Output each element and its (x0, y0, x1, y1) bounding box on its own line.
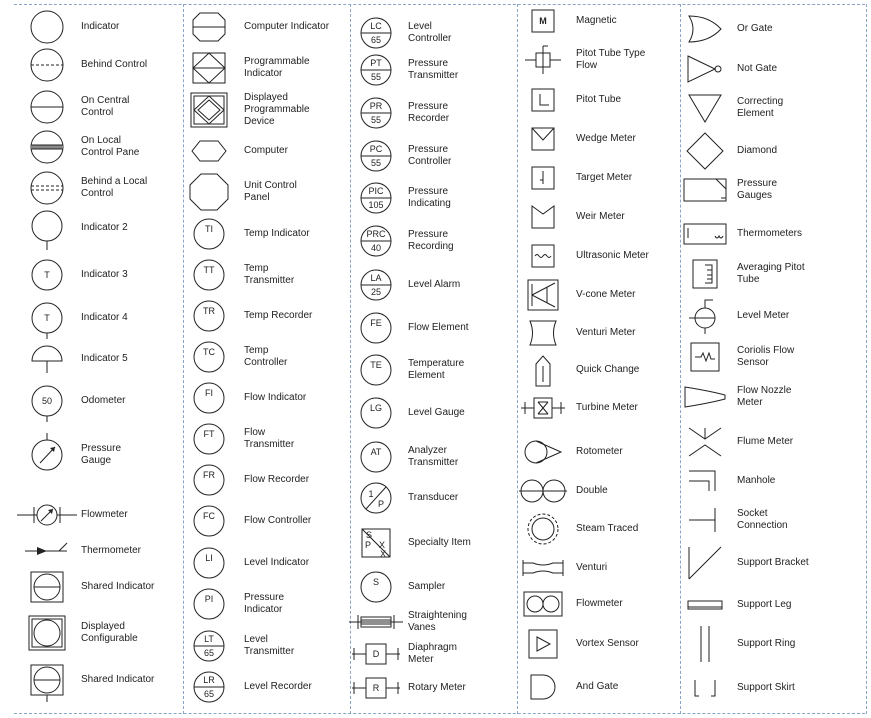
symbol-label: Wedge Meter (576, 133, 636, 144)
symbol-label: Level Gauge (408, 407, 465, 418)
symbol-code: S (365, 530, 373, 540)
symbol-label: Or Gate (737, 23, 773, 34)
symbol-label: Flow Controller (244, 515, 312, 526)
symbol-code: 25 (370, 287, 382, 297)
symbol-label: Behind Control (81, 59, 148, 70)
symbol-code: AT (370, 447, 382, 457)
symbol-label: Flow Nozzle Meter (737, 385, 792, 408)
symbol-code: X (379, 549, 387, 559)
symbol-label: Specialty Item (408, 537, 471, 548)
symbol-code: R (372, 683, 380, 693)
symbol-label: Support Ring (737, 638, 796, 649)
symbol-label: Pressure Transmitter (408, 58, 459, 81)
symbol-code: TE (370, 360, 382, 370)
symbol-label: And Gate (576, 681, 619, 692)
symbol-label: Temperature Element (408, 358, 465, 381)
symbol-code: FE (370, 318, 382, 328)
symbol-label: Flume Meter (737, 436, 794, 447)
symbol-label: Level Indicator (244, 557, 310, 568)
symbol-label: Temp Indicator (244, 228, 310, 239)
symbol-code: PR (369, 101, 383, 111)
not-gate-icon (675, 47, 735, 91)
symbol-code: FT (203, 429, 215, 439)
symbol-label: Flowmeter (576, 598, 623, 609)
symbol-code: LT (204, 634, 214, 644)
symbol-label: Rotary Meter (408, 682, 466, 693)
symbol-label: Diaphragm Meter (408, 642, 457, 665)
symbol-label: Level Controller (408, 21, 452, 44)
symbol-code: LC (370, 21, 382, 31)
or-gate-icon (675, 7, 735, 51)
symbol-code: 1 (368, 489, 374, 499)
diamond-icon (675, 129, 735, 173)
symbol-label: Temp Recorder (244, 310, 313, 321)
level-meter-icon (675, 294, 735, 338)
thermometers-icon (675, 212, 735, 256)
symbol-label: Flow Element (408, 322, 469, 333)
symbol-label: On Central Control (81, 95, 130, 118)
symbol-label: Support Leg (737, 599, 792, 610)
symbol-label: Flowmeter (81, 509, 128, 520)
symbol-code: PIC (368, 186, 384, 196)
symbol-label: Indicator (81, 21, 120, 32)
support-bracket-icon (675, 541, 735, 585)
symbol-code: FI (205, 388, 213, 398)
symbol-label: Ultrasonic Meter (576, 250, 649, 261)
symbol-code: M (539, 16, 547, 26)
symbol-label: Transducer (408, 492, 459, 503)
symbol-code: FR (203, 470, 215, 480)
symbol-code: S (372, 577, 380, 587)
symbol-label: Computer Indicator (244, 21, 330, 32)
symbol-label: Computer (244, 145, 288, 156)
symbol-code: LI (205, 553, 213, 563)
symbol-code: PC (369, 144, 383, 154)
symbol-label: Analyzer Transmitter (408, 445, 459, 468)
symbol-label: Pitot Tube Type Flow (576, 48, 646, 71)
symbol-label: Support Skirt (737, 682, 795, 693)
symbol-label: Pressure Indicator (244, 592, 285, 615)
symbol-label: Displayed Configurable (81, 621, 138, 644)
support-ring-icon (675, 622, 735, 666)
symbol-label: Quick Change (576, 364, 640, 375)
symbol-label: Magnetic (576, 15, 617, 26)
symbol-label: Indicator 3 (81, 269, 128, 280)
symbol-label: Indicator 5 (81, 353, 128, 364)
symbol-label: Support Bracket (737, 557, 809, 568)
symbol-code: FC (203, 511, 215, 521)
symbol-label: Thermometer (81, 545, 142, 556)
symbol-label: Steam Traced (576, 523, 639, 534)
symbol-label: Pressure Recording (408, 229, 454, 252)
socket-icon (675, 498, 735, 542)
symbol-code: 55 (370, 158, 382, 168)
flume-icon (675, 420, 735, 464)
symbol-code: 55 (370, 72, 382, 82)
symbol-label: Displayed Programmable Device (244, 92, 310, 127)
symbol-label: Odometer (81, 395, 126, 406)
symbol-code: PT (370, 58, 382, 68)
symbol-label: Indicator 4 (81, 312, 128, 323)
symbol-label: Coriolis Flow Sensor (737, 345, 795, 368)
symbol-label: Flow Indicator (244, 392, 307, 403)
symbol-code: TR (203, 306, 215, 316)
symbol-label: Correcting Element (737, 96, 784, 119)
symbol-label: Vortex Sensor (576, 638, 639, 649)
symbol-code: LG (369, 403, 383, 413)
symbol-code: 65 (203, 648, 215, 658)
symbol-code: P (377, 499, 385, 509)
symbol-label: Behind a Local Control (81, 176, 148, 199)
symbol-label: On Local Control Pane (81, 135, 140, 158)
symbol-code: TC (203, 347, 215, 357)
symbol-label: Turbine Meter (576, 402, 638, 413)
symbol-label: Averaging Pitot Tube (737, 262, 805, 285)
symbol-code: PRC (366, 229, 386, 239)
symbol-label: Pitot Tube (576, 94, 622, 105)
symbol-label: Flow Recorder (244, 474, 310, 485)
symbol-label: Venturi (576, 562, 608, 573)
symbol-label: Programmable Indicator (244, 56, 310, 79)
symbol-code: LA (370, 273, 382, 283)
symbol-code: TI (205, 224, 213, 234)
symbol-code: TT (203, 265, 215, 275)
symbol-label: Pressure Recorder (408, 101, 450, 124)
symbol-code: T (44, 270, 50, 280)
down-triangle-icon (675, 86, 735, 130)
symbol-label: Not Gate (737, 63, 778, 74)
symbol-code: 50 (41, 396, 53, 406)
symbol-code: D (372, 649, 380, 659)
symbol-label: Socket Connection (737, 508, 788, 531)
symbol-label: Unit Control Panel (244, 180, 297, 203)
symbol-code: X (378, 540, 386, 550)
symbol-label: Straightening Vanes (408, 610, 467, 633)
symbol-label: Diamond (737, 145, 778, 156)
symbol-code: 65 (203, 689, 215, 699)
symbol-code: 40 (370, 243, 382, 253)
manhole-icon (675, 459, 735, 503)
averaging-pitot-icon (675, 252, 735, 296)
symbol-label: Rotometer (576, 446, 623, 457)
symbol-label: Pressure Indicating (408, 186, 451, 209)
symbol-label: Level Alarm (408, 279, 461, 290)
symbol-label: Thermometers (737, 228, 803, 239)
symbol-code: 55 (370, 115, 382, 125)
symbol-code: LR (203, 675, 215, 685)
symbol-code: 105 (368, 200, 384, 210)
symbol-label: Target Meter (576, 172, 633, 183)
symbol-label: Level Transmitter (244, 634, 295, 657)
symbol-label: V-cone Meter (576, 289, 636, 300)
symbol-label: Level Meter (737, 310, 790, 321)
flow-nozzle-icon (675, 375, 735, 419)
symbol-label: Manhole (737, 475, 776, 486)
symbol-label: Flow Transmitter (244, 427, 295, 450)
symbol-label: Venturi Meter (576, 327, 636, 338)
symbol-label: Pressure Gauges (737, 178, 778, 201)
pressure-gauges-icon (675, 168, 735, 212)
symbol-code: P (364, 540, 372, 550)
symbol-code: PI (204, 594, 214, 604)
symbol-label: Shared Indicator (81, 581, 155, 592)
symbol-label: Double (576, 485, 608, 496)
symbol-label: Shared Indicator (81, 674, 155, 685)
symbol-label: Temp Controller (244, 345, 288, 368)
symbol-label: Indicator 2 (81, 222, 128, 233)
support-leg-icon (675, 583, 735, 627)
symbol-code: T (44, 313, 50, 323)
symbol-label: Pressure Gauge (81, 443, 122, 466)
coriolis-icon (675, 335, 735, 379)
symbol-label: Temp Transmitter (244, 263, 295, 286)
symbol-label: Pressure Controller (408, 144, 452, 167)
support-skirt-icon (675, 666, 735, 710)
symbol-label: Weir Meter (576, 211, 625, 222)
symbol-label: Level Recorder (244, 681, 312, 692)
symbol-code: 65 (370, 35, 382, 45)
symbol-label: Sampler (408, 581, 446, 592)
